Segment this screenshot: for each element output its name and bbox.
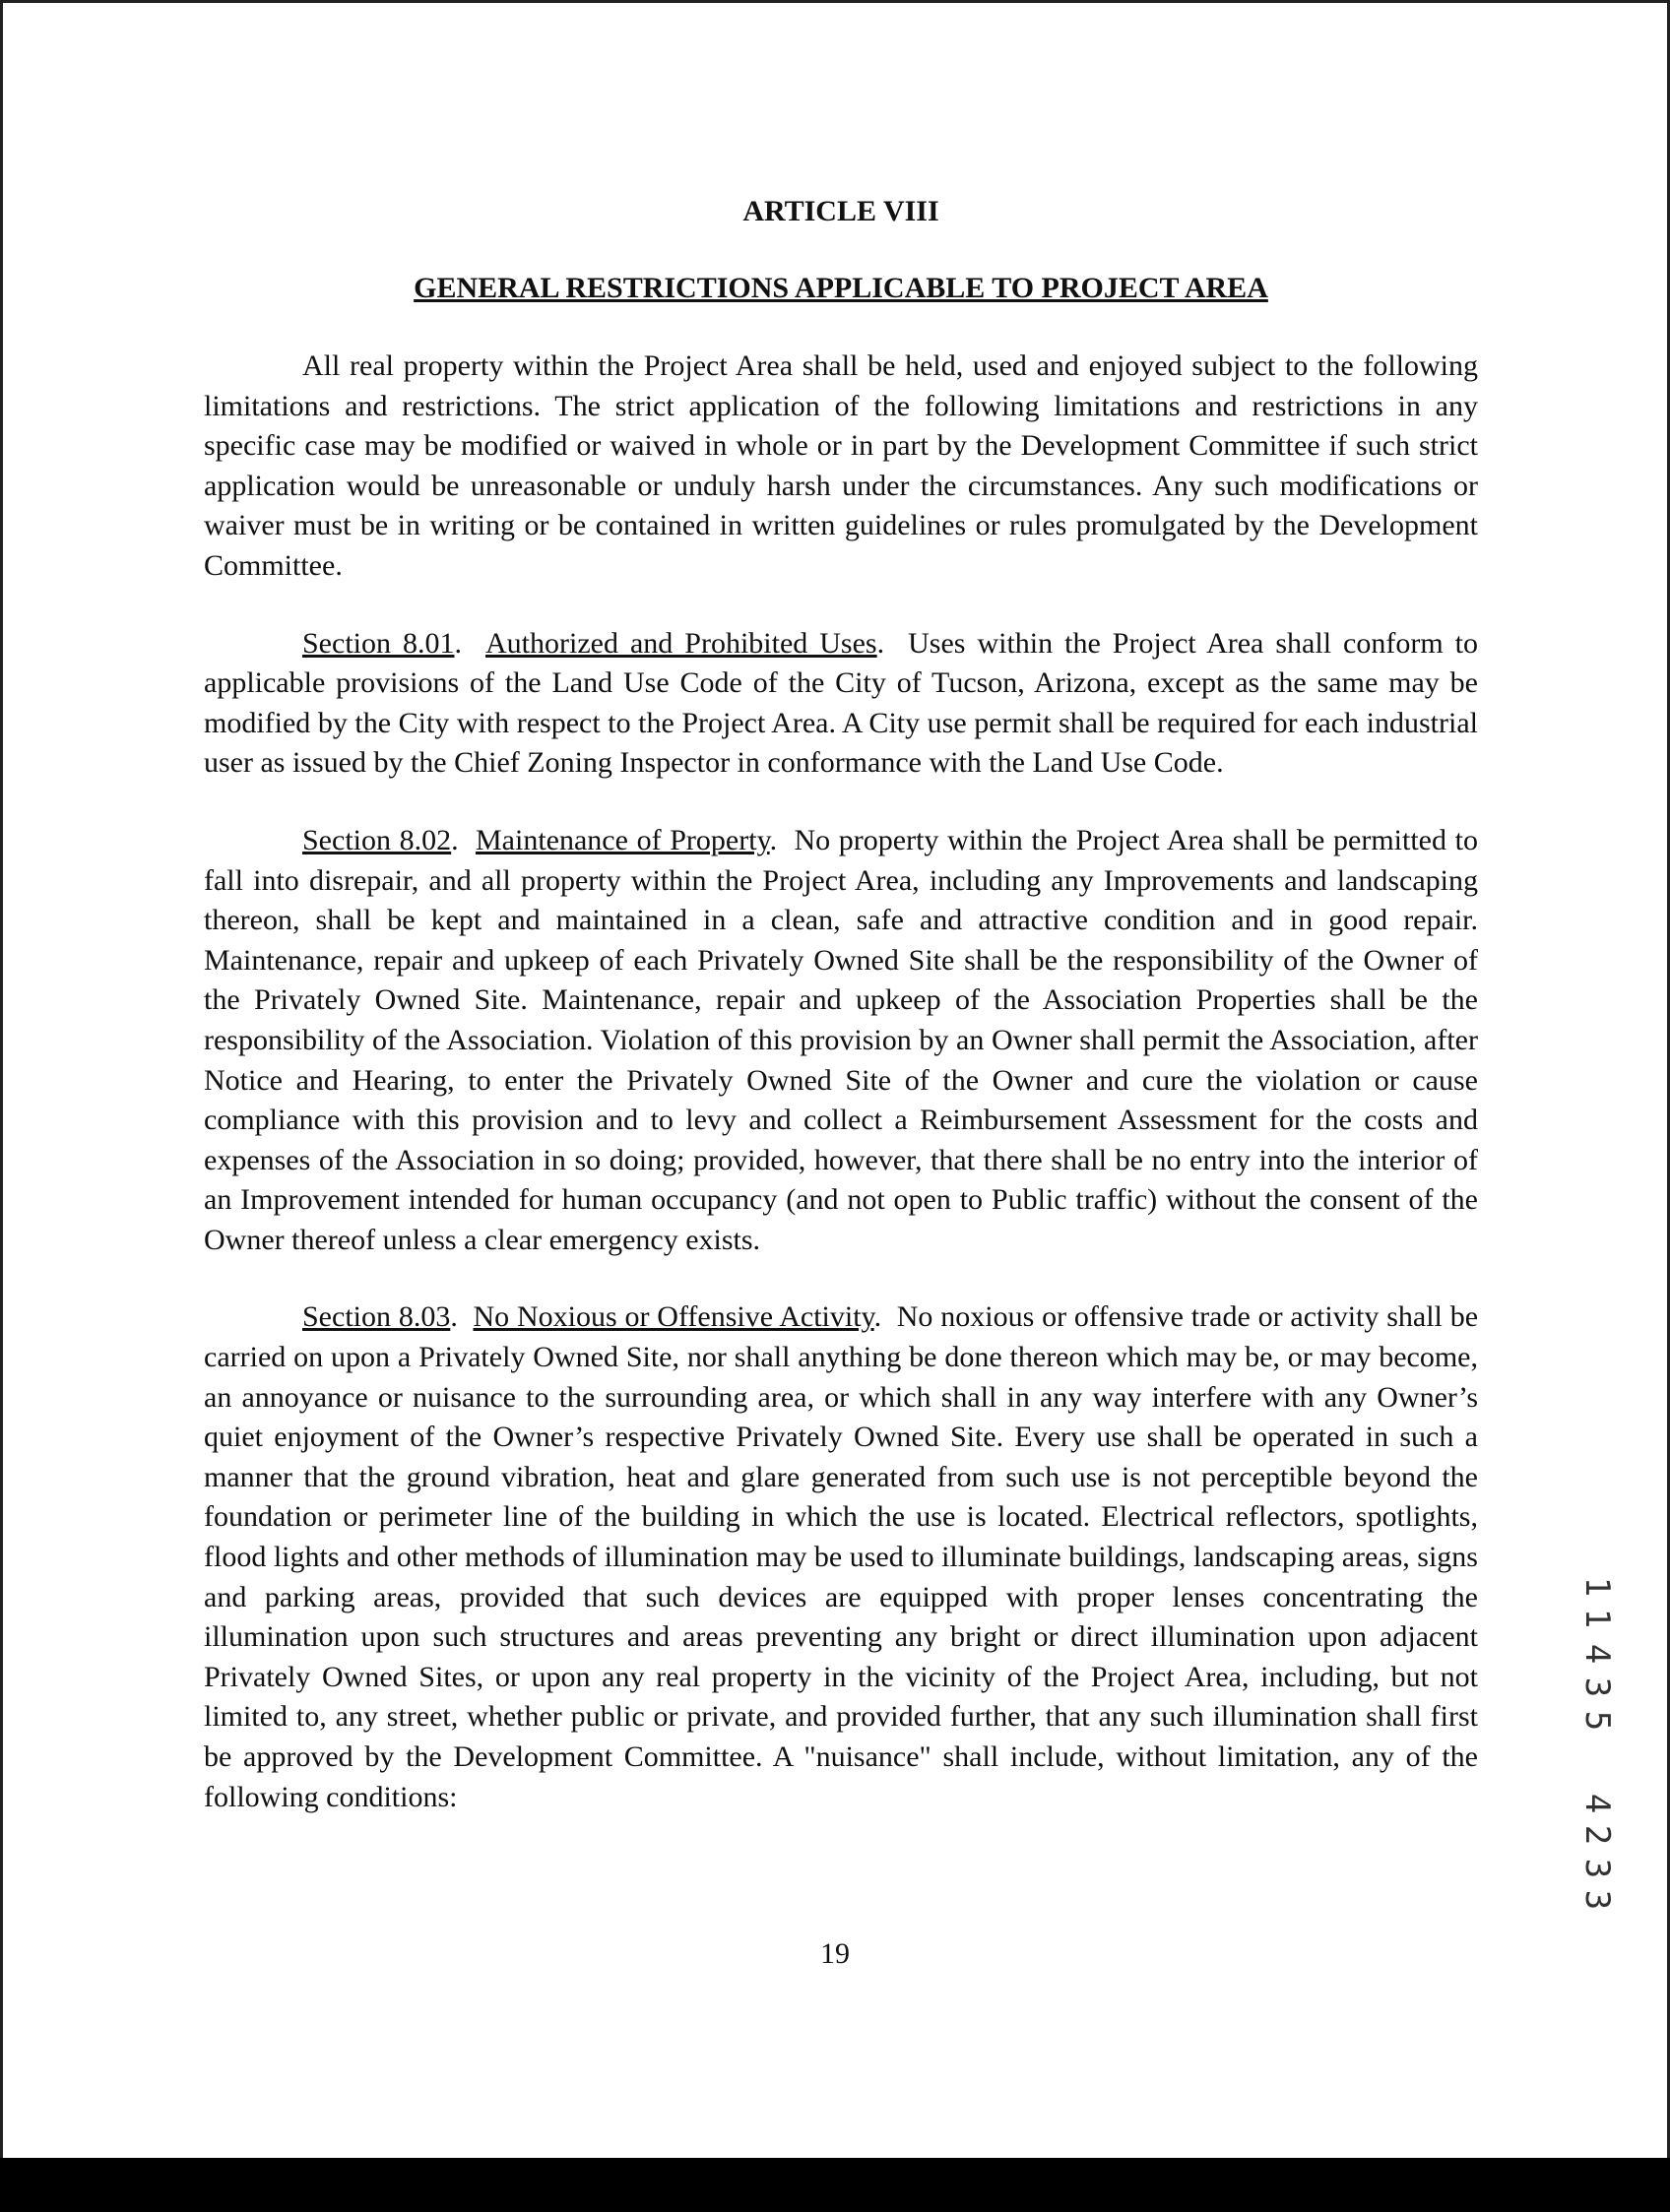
section-8-02: Section 8.02. Maintenance of Property. No property within the Project Area shall be permitted to fall into disrepair, and all property within the Project Area, including any Improvements and landscaping thereon, shall be kept and maintained in a clean, safe and attractive condition and in good repair. Maintenance, repair and upkeep of each Privately Owned Site shall be the responsibility of the Owner of the Privately Owned Site. Maintenance, repair and upkeep of the Association Properties shall be the responsibility of the Association. Violation of this provision by an Owner shall permit the Association, after Notice and Hearing, to enter the Privately Owned Site of the Owner and cure the violation or cause compliance with this provision and to levy and collect a Reimbursement Assessment for the costs and expenses of the Association in so doing; provided, however, that there shall be no entry into the interior of an Improvement intended for human occupancy (and not open to Public traffic) without the consent of the Owner thereof unless a clear emergency exists. bbox=[204, 823, 1478, 1256]
section-number: Section 8.01 bbox=[302, 626, 455, 660]
section-number: Section 8.03 bbox=[302, 1300, 451, 1334]
scan-edge-bottom bbox=[0, 2158, 1670, 2212]
article-title: GENERAL RESTRICTIONS APPLICABLE TO PROJECT AREA bbox=[414, 272, 1268, 304]
recording-stamp bbox=[1577, 1563, 1617, 1918]
section-8-03: Section 8.03. No Noxious or Offensive Activity. No noxious or offensive trade or activity shall be carried on upon a Privately Owned Site, nor shall anything be done thereon which may be, or may become, an annoyance or nuisance to the surrounding area, or which shall in any way interfere with any Owner’s quiet enjoyment of the Owner’s respective Privately Owned Site. Every use shall be operated in such a manner that the ground vibration, heat and glare generated from such use is not perceptible beyond the foundation or perimeter line of the building in which the use is located. Electrical reflectors, spotlights, flood lights and other methods of illumination may be used to illuminate buildings, landscaping areas, signs and parking areas, provided that such devices are equipped with proper lenses concentrating the illumination upon such structures and areas preventing any bright or direct illumination upon adjacent Privately Owned Sites, or upon any real property in the vicinity of the Project Area, including, but not limited to, any street, whether public or private, and provided further, that any such illumination shall first be approved by the Development Committee. A "nuisance" shall include, without limitation, any of the following conditions: bbox=[204, 1300, 1479, 1813]
stamp-digit: 3 bbox=[1577, 1858, 1617, 1879]
page-number: 19 bbox=[820, 1937, 850, 1970]
stamp-digit: 4 bbox=[1577, 1793, 1617, 1814]
section-body: No property within the Project Area shall be permitted to fall into disrepair, and all property within the Project Area, including any Improvements and landscaping thereon, shall be kept and maintained in a clean, safe and attractive condition and in good repair. Maintenance, repair and upkeep of each Privately Owned Site shall be the responsibility of the Owner of the Privately Owned Site. Maintenance, repair and upkeep of the Association Properties shall be the responsibility of the Association. Violation of this provision by an Owner shall permit the Association, after Notice and Hearing, to enter the Privately Owned Site of the Owner and cure the violation or cause compliance with this provision and to levy and collect a Reimbursement Assessment for the costs and expenses of the Association in so doing; provided, however, that there shall be no entry into the interior of an Improvement intended for human occupancy (and not open to Public traffic) without the consent of the Owner thereof unless a clear emergency exists. bbox=[204, 823, 1478, 1256]
section-title: No Noxious or Offensive Activity bbox=[473, 1300, 874, 1334]
intro-paragraph: All real property within the Project Area shall be held, used and enjoyed subject to the following limitations and restrictions. The strict application of the following limitations and restrictions in any specific case may be modified or waived in whole or in part by the Development Committee if such strict application would be unreasonable or unduly harsh under the circumstances. Any such modifications or waiver must be in writing or be contained in written guidelines or rules promulgated by the Development Committee. bbox=[204, 349, 1478, 582]
stamp-digit: 4 bbox=[1577, 1643, 1617, 1665]
section-title: Maintenance of Property bbox=[476, 823, 770, 856]
stamp-digit: 1 bbox=[1577, 1608, 1617, 1629]
section-number: Section 8.02 bbox=[302, 823, 452, 856]
article-number: ARTICLE VIII bbox=[742, 195, 939, 227]
section-body: No noxious or offensive trade or activity shall be carried on upon a Privately Owned Site, nor shall anything be done thereon which may be, or may become, an annoyance or nuisance to the surrounding area, or which shall in any way interfere with any Owner’s quiet enjoyment of the Owner’s respective Privately Owned Site. Every use shall be operated in such a manner that the ground vibration, heat and glare generated from such use is not perceptible beyond the foundation or perimeter line of the building in which the use is located. Electrical reflectors, spotlights, flood lights and other methods of illumination may be used to illuminate buildings, landscaping areas, signs and parking areas, provided that such devices are equipped with proper lenses concentrating the illumination upon such structures and areas preventing any bright or direct illumination upon adjacent Privately Owned Sites, or upon any real property in the vicinity of the Project Area, including, but not limited to, any street, whether public or private, and provided further, that any such illumination shall first be approved by the Development Committee. A "nuisance" shall include, without limitation, any of the following conditions: bbox=[204, 1300, 1479, 1813]
stamp-digit: 5 bbox=[1577, 1710, 1617, 1732]
section-title: Authorized and Prohibited Uses bbox=[485, 626, 877, 660]
stamp-digit: 1 bbox=[1577, 1576, 1617, 1598]
stamp-digit: 3 bbox=[1577, 1889, 1617, 1911]
scan-edge-top bbox=[0, 0, 1670, 3]
scan-edge-left bbox=[0, 0, 3, 2212]
section-body: Uses within the Project Area shall conform to applicable provisions of the Land Use Code of the City of Tucson, Arizona, except as the same may be modified by the City with respect to the Project Area. A City use permit shall be required for each industrial user as issued by the Chief Zoning Inspector in conformance with the Land Use Code. bbox=[204, 626, 1478, 780]
section-8-01: Section 8.01. Authorized and Prohibited Uses. Uses within the Project Area shall conform to applicable provisions of the Land Use Code of the City of Tucson, Arizona, except as the same may be modified by the City with respect to the Project Area. A City use permit shall be required for each industrial user as issued by the Chief Zoning Inspector in conformance with the Land Use Code. bbox=[204, 626, 1478, 780]
document-page bbox=[204, 193, 1478, 1817]
stamp-digit: 2 bbox=[1577, 1824, 1617, 1846]
stamp-digit: 3 bbox=[1577, 1676, 1617, 1698]
